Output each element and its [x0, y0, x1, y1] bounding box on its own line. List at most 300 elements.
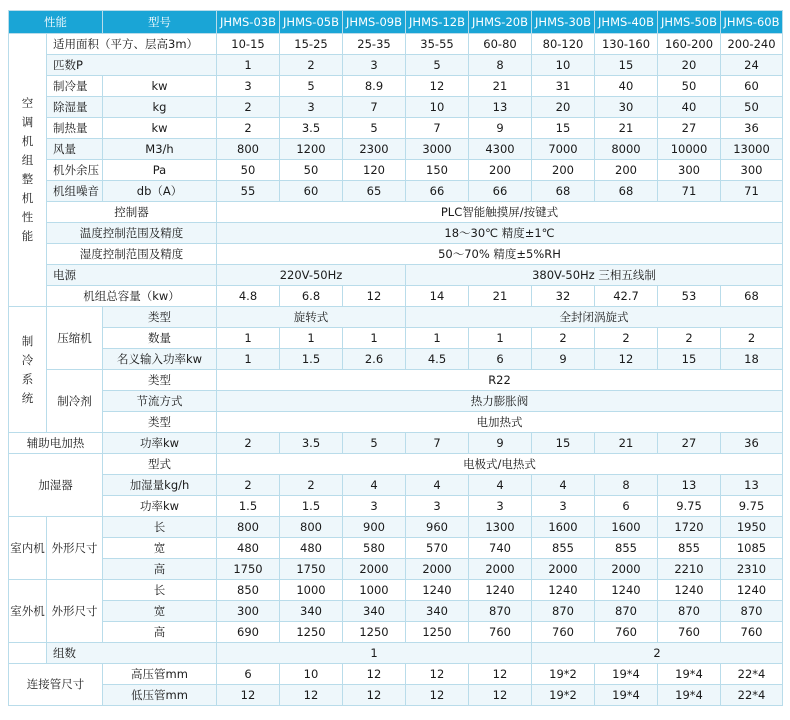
row-label: 高压管mm	[103, 664, 217, 685]
row-in-hgt	[9, 559, 783, 580]
cell: 3000	[406, 139, 469, 160]
merged-cell: 旋转式	[217, 307, 406, 328]
row-power	[9, 265, 783, 286]
row-unit: Pa	[103, 160, 217, 181]
cell: 2	[217, 433, 280, 454]
cell: 60	[721, 76, 783, 97]
row-label: 低压管mm	[103, 685, 217, 706]
cell: 1300	[469, 517, 532, 538]
cell: 340	[406, 601, 469, 622]
cell: 6	[595, 496, 658, 517]
cell: 21	[595, 118, 658, 139]
cell: 1	[217, 349, 280, 370]
cell: 21	[469, 286, 532, 307]
row-noise	[9, 181, 783, 202]
cell: 25-35	[343, 34, 406, 55]
cell: 19*2	[532, 685, 595, 706]
cell: 8	[595, 475, 658, 496]
cell: 8	[469, 55, 532, 76]
cell: 760	[469, 622, 532, 643]
cell: 1720	[658, 517, 721, 538]
cell: 760	[532, 622, 595, 643]
cell: 2000	[406, 559, 469, 580]
merged-cell: 380V-50Hz 三相五线制	[406, 265, 783, 286]
cell: 800	[217, 517, 280, 538]
cell: 65	[343, 181, 406, 202]
row-label: 数量	[103, 328, 217, 349]
row-hum-type	[9, 454, 783, 475]
cell: 71	[658, 181, 721, 202]
cell: 1250	[406, 622, 469, 643]
cell: 36	[721, 118, 783, 139]
cell: 68	[595, 181, 658, 202]
sub-outdoor-dim: 外形尺寸	[47, 580, 103, 643]
cell: 2	[217, 97, 280, 118]
cell: 12	[343, 685, 406, 706]
cell: 35-55	[406, 34, 469, 55]
cell: 4.5	[406, 349, 469, 370]
cell: 2310	[721, 559, 783, 580]
model-name: JHMS-03B	[217, 11, 280, 34]
cell: 9	[532, 349, 595, 370]
row-label: 机组总容量（kw）	[47, 286, 217, 307]
category-indoor: 室内机	[9, 517, 47, 580]
cell: 1	[406, 328, 469, 349]
model-name: JHMS-50B	[658, 11, 721, 34]
category-pipe: 连接管尺寸	[9, 664, 103, 706]
cell: 20	[658, 55, 721, 76]
cell: 3	[469, 496, 532, 517]
model-name: JHMS-05B	[280, 11, 343, 34]
header-performance: 性能	[9, 11, 103, 34]
cell: 55	[217, 181, 280, 202]
cell: 15	[595, 55, 658, 76]
cell: 300	[217, 601, 280, 622]
cell: 68	[532, 181, 595, 202]
cell: 8.9	[343, 76, 406, 97]
cell: 18	[721, 349, 783, 370]
cell: 4	[343, 475, 406, 496]
cell: 3	[343, 496, 406, 517]
cell: 1240	[532, 580, 595, 601]
merged-cell: 220V-50Hz	[217, 265, 406, 286]
cell: 200	[532, 160, 595, 181]
cell: 3	[406, 496, 469, 517]
cell: 4	[469, 475, 532, 496]
cell: 340	[280, 601, 343, 622]
row-label: 宽	[103, 538, 217, 559]
row-label: 功率kw	[103, 496, 217, 517]
row-label: 机外余压	[47, 160, 103, 181]
cell: 9	[469, 118, 532, 139]
row-out-wid	[9, 601, 783, 622]
category-aux-heating: 辅助电加热	[9, 433, 103, 454]
row-comp-qty	[9, 328, 783, 349]
category-ac-unit: 空调机组整机性能	[9, 34, 47, 307]
cell: 19*4	[595, 664, 658, 685]
cell: 30	[595, 97, 658, 118]
cell: 340	[343, 601, 406, 622]
cell: 1240	[658, 580, 721, 601]
cell: 580	[343, 538, 406, 559]
cell: 10	[532, 55, 595, 76]
model-name: JHMS-09B	[343, 11, 406, 34]
row-label: 制热量	[47, 118, 103, 139]
cell: 71	[721, 181, 783, 202]
row-unit: M3/h	[103, 139, 217, 160]
cell: 1750	[217, 559, 280, 580]
cell: 12	[406, 664, 469, 685]
merged-cell: 18～30℃ 精度±1℃	[217, 223, 783, 244]
row-label: 机组噪音	[47, 181, 103, 202]
row-label: 温度控制范围及精度	[47, 223, 217, 244]
cell: 60	[280, 181, 343, 202]
row-aux-type	[9, 412, 783, 433]
row-area	[9, 34, 783, 55]
cell: 1240	[595, 580, 658, 601]
merged-cell: 2	[532, 643, 783, 664]
row-unit: kg	[103, 97, 217, 118]
cell: 760	[658, 622, 721, 643]
merged-cell: 电加热式	[217, 412, 783, 433]
sub-compressor: 压缩机	[47, 307, 103, 370]
cell: 50	[217, 160, 280, 181]
cell: 60-80	[469, 34, 532, 55]
cell: 15	[658, 349, 721, 370]
row-unit: kw	[103, 76, 217, 97]
cell: 1000	[280, 580, 343, 601]
cell: 1000	[343, 580, 406, 601]
row-pressure	[9, 160, 783, 181]
cell: 1200	[280, 139, 343, 160]
row-label: 长	[103, 580, 217, 601]
row-hum-amount	[9, 475, 783, 496]
cell: 5	[280, 76, 343, 97]
row-comp-type	[9, 307, 783, 328]
merged-cell: 热力膨胀阀	[217, 391, 783, 412]
cell: 120	[343, 160, 406, 181]
cell: 1	[469, 328, 532, 349]
cell: 12	[469, 685, 532, 706]
row-total-capacity	[9, 286, 783, 307]
row-label: 匹数P	[47, 55, 217, 76]
cell: 2000	[595, 559, 658, 580]
cell: 7000	[532, 139, 595, 160]
cell: 27	[658, 118, 721, 139]
cell: 53	[658, 286, 721, 307]
cell: 50	[721, 97, 783, 118]
row-ref-type	[9, 370, 783, 391]
cell: 1250	[280, 622, 343, 643]
row-unit: db（A）	[103, 181, 217, 202]
cell: 19*4	[595, 685, 658, 706]
cell: 1600	[595, 517, 658, 538]
cell: 480	[280, 538, 343, 559]
cell: 12	[406, 685, 469, 706]
cell: 870	[595, 601, 658, 622]
cell: 10-15	[217, 34, 280, 55]
row-label: 类型	[103, 370, 217, 391]
merged-cell: 1	[217, 643, 532, 664]
cell: 7	[343, 97, 406, 118]
cell: 15	[532, 118, 595, 139]
cell: 160-200	[658, 34, 721, 55]
cell: 1	[280, 328, 343, 349]
cell: 31	[532, 76, 595, 97]
cell: 20	[532, 97, 595, 118]
cell: 3	[280, 97, 343, 118]
cell: 27	[658, 433, 721, 454]
row-in-len	[9, 517, 783, 538]
cell: 5	[406, 55, 469, 76]
cell: 1750	[280, 559, 343, 580]
row-comp-power	[9, 349, 783, 370]
model-name: JHMS-12B	[406, 11, 469, 34]
cell: 3	[343, 55, 406, 76]
cell: 2000	[343, 559, 406, 580]
row-label: 宽	[103, 601, 217, 622]
cell: 14	[406, 286, 469, 307]
cell: 10	[280, 664, 343, 685]
cell: 900	[343, 517, 406, 538]
cell: 24	[721, 55, 783, 76]
cell: 570	[406, 538, 469, 559]
cell: 12	[343, 286, 406, 307]
cell: 66	[406, 181, 469, 202]
cell: 4300	[469, 139, 532, 160]
row-label: 型式	[103, 454, 217, 475]
row-label: 风量	[47, 139, 103, 160]
sub-indoor-dim: 外形尺寸	[47, 517, 103, 580]
cell: 3.5	[280, 433, 343, 454]
header-model: 型号	[103, 11, 217, 34]
row-hum-power	[9, 496, 783, 517]
cell: 850	[217, 580, 280, 601]
cell: 760	[595, 622, 658, 643]
cell: 50	[658, 76, 721, 97]
cell: 80-120	[532, 34, 595, 55]
cell: 1	[217, 328, 280, 349]
cell: 22*4	[721, 685, 783, 706]
cell: 2	[217, 118, 280, 139]
row-ref-throttle	[9, 391, 783, 412]
cell: 66	[469, 181, 532, 202]
category-refrigeration: 制冷系统	[9, 307, 47, 433]
cell: 1	[217, 55, 280, 76]
cell: 19*4	[658, 685, 721, 706]
cell: 1	[343, 328, 406, 349]
cell: 1950	[721, 517, 783, 538]
cell: 1600	[532, 517, 595, 538]
cell: 870	[469, 601, 532, 622]
row-controller	[9, 202, 783, 223]
merged-cell: 电极式/电热式	[217, 454, 783, 475]
cell: 1240	[406, 580, 469, 601]
merged-cell: R22	[217, 370, 783, 391]
cell: 13	[658, 475, 721, 496]
cell: 2	[280, 55, 343, 76]
category-outdoor: 室外机	[9, 580, 47, 643]
row-label: 节流方式	[103, 391, 217, 412]
cell: 2300	[343, 139, 406, 160]
cell: 200-240	[721, 34, 783, 55]
cell: 40	[595, 76, 658, 97]
row-label: 类型	[103, 412, 217, 433]
row-label: 加湿量kg/h	[103, 475, 217, 496]
row-airflow	[9, 139, 783, 160]
header-row	[9, 11, 783, 34]
cell: 10000	[658, 139, 721, 160]
cell: 32	[532, 286, 595, 307]
cell: 15-25	[280, 34, 343, 55]
cell: 4	[532, 475, 595, 496]
cell: 12	[343, 664, 406, 685]
cell: 200	[469, 160, 532, 181]
cell: 19*2	[532, 664, 595, 685]
cell: 10	[406, 97, 469, 118]
cell: 12	[595, 349, 658, 370]
cell: 9.75	[658, 496, 721, 517]
cell: 5	[343, 433, 406, 454]
cell: 68	[721, 286, 783, 307]
merged-cell: PLC智能触摸屏/按键式	[217, 202, 783, 223]
cell: 855	[532, 538, 595, 559]
model-name: JHMS-60B	[721, 11, 783, 34]
cell: 12	[469, 664, 532, 685]
row-label: 名义输入功率kw	[103, 349, 217, 370]
cell: 4.8	[217, 286, 280, 307]
cell: 3	[217, 76, 280, 97]
merged-cell: 50～70% 精度±5%RH	[217, 244, 783, 265]
cell: 2	[280, 475, 343, 496]
cell: 130-160	[595, 34, 658, 55]
cell: 760	[721, 622, 783, 643]
cell: 1240	[469, 580, 532, 601]
cell: 13000	[721, 139, 783, 160]
row-humid-range	[9, 244, 783, 265]
cell: 36	[721, 433, 783, 454]
row-out-len	[9, 580, 783, 601]
cell: 3	[532, 496, 595, 517]
row-unit: kw	[103, 118, 217, 139]
cell: 2	[658, 328, 721, 349]
cell: 2210	[658, 559, 721, 580]
cell: 200	[595, 160, 658, 181]
cell: 12	[406, 76, 469, 97]
row-heating	[9, 118, 783, 139]
cell: 960	[406, 517, 469, 538]
cell: 2.6	[343, 349, 406, 370]
row-high-pipe	[9, 664, 783, 685]
cell: 870	[658, 601, 721, 622]
row-label: 类型	[103, 307, 217, 328]
row-aux-power	[9, 433, 783, 454]
row-out-hgt	[9, 622, 783, 643]
cell: 855	[595, 538, 658, 559]
cell: 21	[595, 433, 658, 454]
row-label: 高	[103, 622, 217, 643]
cell: 150	[406, 160, 469, 181]
cell: 9.75	[721, 496, 783, 517]
spec-table	[8, 10, 783, 706]
cell: 300	[721, 160, 783, 181]
cell: 19*4	[658, 664, 721, 685]
row-dehum	[9, 97, 783, 118]
row-label: 湿度控制范围及精度	[47, 244, 217, 265]
cell: 855	[658, 538, 721, 559]
cell: 12	[280, 685, 343, 706]
cell: 7	[406, 118, 469, 139]
cell: 1240	[721, 580, 783, 601]
cell: 2000	[532, 559, 595, 580]
cell: 2	[532, 328, 595, 349]
cell: 4	[406, 475, 469, 496]
row-label: 除湿量	[47, 97, 103, 118]
cell: 1085	[721, 538, 783, 559]
cell: 13	[469, 97, 532, 118]
cell: 480	[217, 538, 280, 559]
model-name: JHMS-40B	[595, 11, 658, 34]
row-temp-range	[9, 223, 783, 244]
category-humidifier: 加湿器	[9, 454, 103, 517]
row-label: 控制器	[47, 202, 217, 223]
cell: 22*4	[721, 664, 783, 685]
row-label: 长	[103, 517, 217, 538]
empty-cell	[9, 643, 47, 664]
row-label: 功率kw	[103, 433, 217, 454]
row-label: 适用面积（平方、层高3m）	[47, 34, 217, 55]
model-name: JHMS-20B	[469, 11, 532, 34]
cell: 870	[721, 601, 783, 622]
row-in-wid	[9, 538, 783, 559]
cell: 1.5	[217, 496, 280, 517]
cell: 1250	[343, 622, 406, 643]
cell: 6.8	[280, 286, 343, 307]
cell: 15	[532, 433, 595, 454]
cell: 8000	[595, 139, 658, 160]
sub-refrigerant: 制冷剂	[47, 370, 103, 433]
row-cooling	[9, 76, 783, 97]
cell: 9	[469, 433, 532, 454]
row-label: 高	[103, 559, 217, 580]
row-groups	[9, 643, 783, 664]
cell: 2	[595, 328, 658, 349]
row-hp	[9, 55, 783, 76]
cell: 42.7	[595, 286, 658, 307]
cell: 1.5	[280, 349, 343, 370]
row-label: 组数	[47, 643, 217, 664]
row-low-pipe	[9, 685, 783, 706]
cell: 800	[280, 517, 343, 538]
cell: 870	[532, 601, 595, 622]
cell: 1.5	[280, 496, 343, 517]
cell: 3.5	[280, 118, 343, 139]
cell: 690	[217, 622, 280, 643]
cell: 5	[343, 118, 406, 139]
row-label: 电源	[47, 265, 217, 286]
cell: 800	[217, 139, 280, 160]
row-label: 制冷量	[47, 76, 103, 97]
merged-cell: 全封闭涡旋式	[406, 307, 783, 328]
cell: 2	[721, 328, 783, 349]
cell: 40	[658, 97, 721, 118]
cell: 2	[217, 475, 280, 496]
cell: 2000	[469, 559, 532, 580]
cell: 6	[217, 664, 280, 685]
cell: 21	[469, 76, 532, 97]
cell: 50	[280, 160, 343, 181]
cell: 300	[658, 160, 721, 181]
